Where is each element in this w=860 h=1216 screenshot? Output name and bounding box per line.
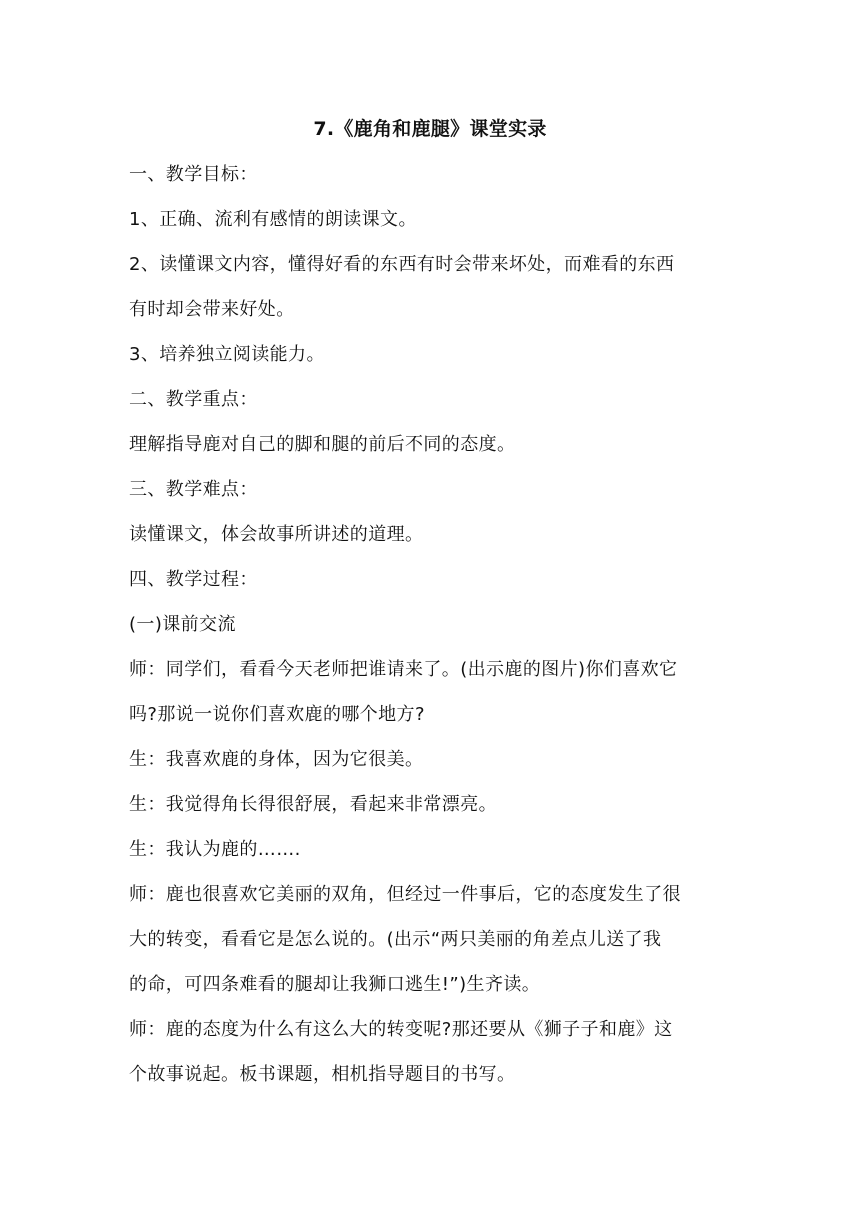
text-line: 生：我认为鹿的…….	[129, 839, 301, 860]
text-line: 二、教学重点：	[129, 389, 258, 410]
text-line: 师：鹿的态度为什么有这么大的转变呢?那还要从《狮子子和鹿》这	[129, 1019, 673, 1040]
text-line: 师：鹿也很喜欢它美丽的双角，但经过一件事后，它的态度发生了很	[129, 884, 681, 905]
text-line: 理解指导鹿对自己的脚和腿的前后不同的态度。	[129, 434, 516, 455]
text-line: 三、教学难点：	[129, 479, 258, 500]
text-line: 的命，可四条难看的腿却让我狮口逃生!”)生齐读。	[129, 974, 541, 995]
document-body	[129, 156, 733, 1101]
text-line: 3、培养独立阅读能力。	[129, 344, 325, 365]
text-line: 大的转变，看看它是怎么说的。(出示“两只美丽的角差点儿送了我	[129, 929, 662, 950]
text-line: 师：同学们，看看今天老师把谁请来了。(出示鹿的图片)你们喜欢它	[129, 659, 678, 680]
text-line: 个故事说起。板书课题，相机指导题目的书写。	[129, 1064, 516, 1085]
text-line: (一)课前交流	[129, 614, 236, 635]
text-line: 吗?那说一说你们喜欢鹿的哪个地方?	[129, 704, 425, 725]
text-line: 一、教学目标：	[129, 164, 258, 185]
text-line: 生：我喜欢鹿的身体，因为它很美。	[129, 749, 424, 770]
text-line: 生：我觉得角长得很舒展，看起来非常漂亮。	[129, 794, 497, 815]
document-title: 7.《鹿角和鹿腿》课堂实录	[313, 118, 547, 140]
text-line: 2、读懂课文内容，懂得好看的东西有时会带来坏处，而难看的东西	[129, 254, 675, 275]
text-line: 有时却会带来好处。	[129, 299, 295, 320]
text-line: 四、教学过程：	[129, 569, 258, 590]
text-line: 读懂课文，体会故事所讲述的道理。	[129, 524, 424, 545]
text-line: 1、正确、流利有感情的朗读课文。	[129, 209, 417, 230]
